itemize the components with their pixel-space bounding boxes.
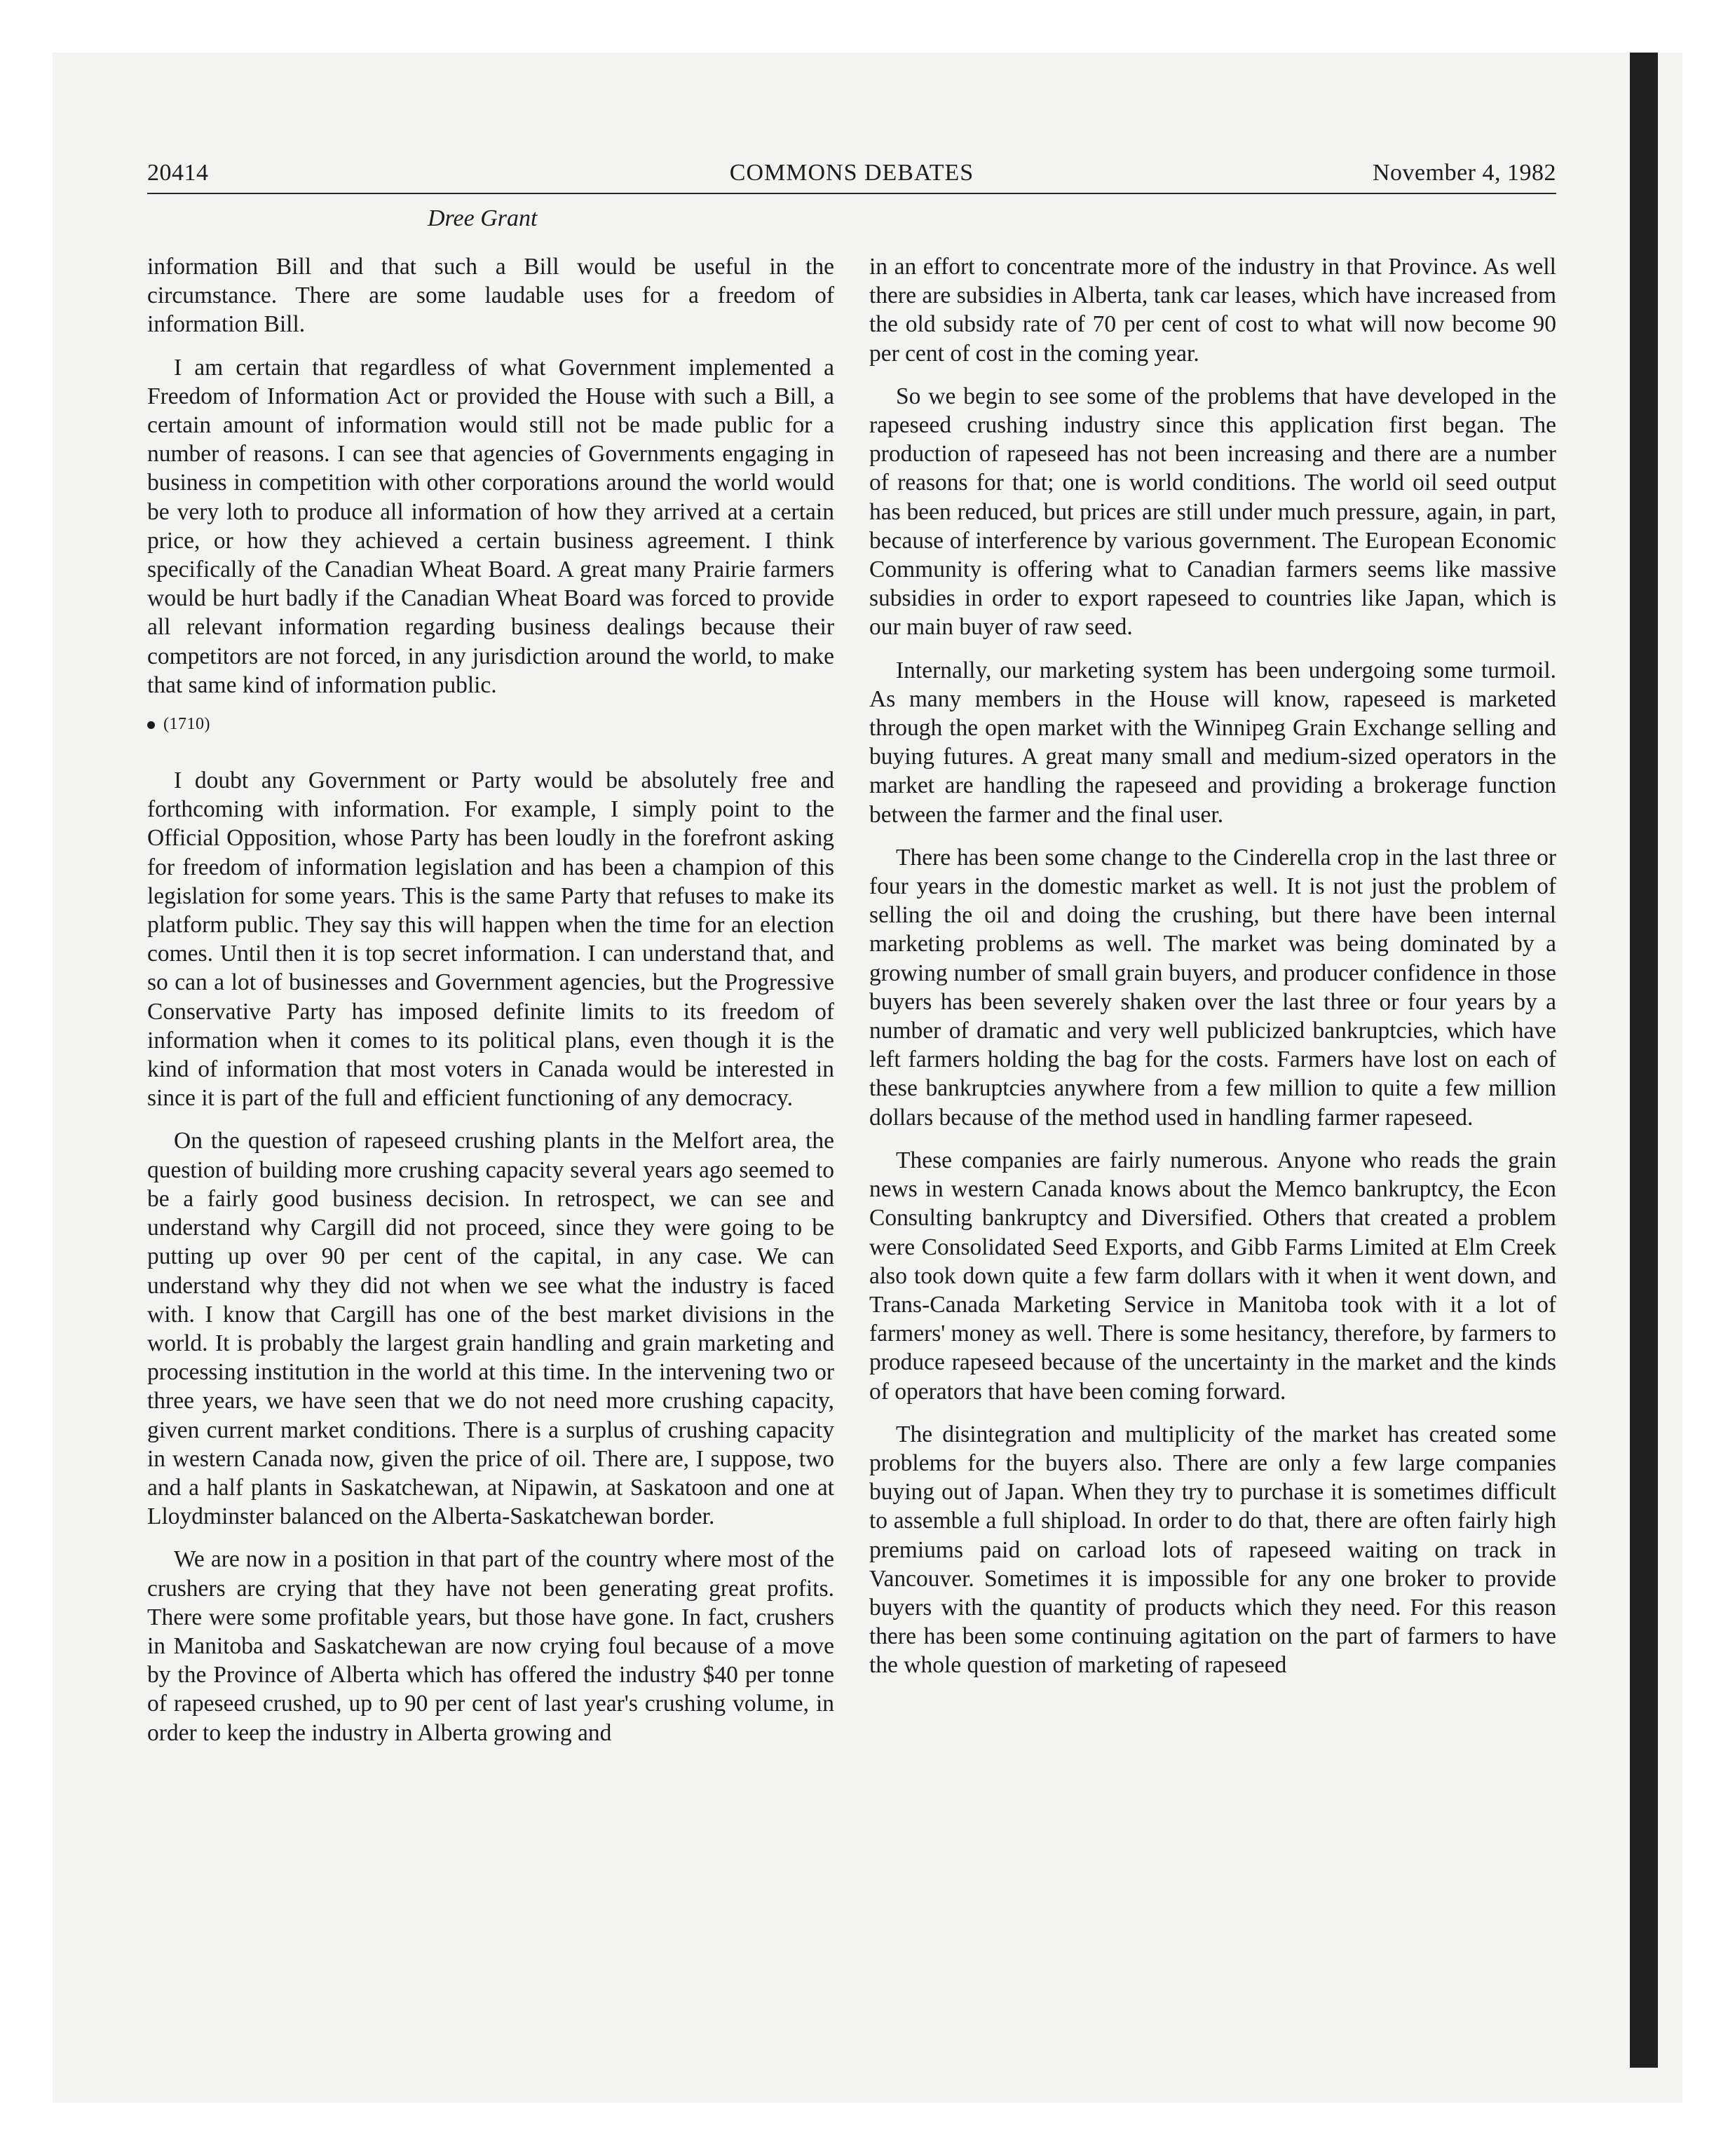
paragraph: information Bill and that such a Bill would be useful in the circumstance. There are some laudable uses for a freedom of information Bill. bbox=[147, 254, 834, 338]
left-column bbox=[147, 252, 834, 1761]
time-marker bbox=[147, 714, 834, 735]
bullet-icon bbox=[147, 721, 155, 729]
paragraph: I am certain that regardless of what Government implemented a Freedom of Information Act or provided the House with such a Bill, a certain amount of information would still not be made public for a number of reasons. I can see that agencies of Governments engaging in business in competition with other corporations around the world would be very loth to produce all information of how they arrived at a certain price, or how they achieved a certain business agreement. I think specifically of the Canadian Wheat Board. A great many Prairie farmers would be hurt badly if the Canadian Wheat Board was forced to provide all relevant information regarding business dealings because their competitors are not forced, in any jurisdiction around the world, to make that same kind of information public. bbox=[147, 354, 834, 698]
publication-date: November 4, 1982 bbox=[1372, 160, 1556, 186]
time-marker-label: (1710) bbox=[163, 715, 210, 734]
paragraph: There has been some change to the Cinderella crop in the last three or four years in the domestic market as well. It is not just the problem of selling the oil and doing the crushing, but there have been internal marketing problems as well. The market was being dominated by a growing number of small grain buyers, and producer confidence in those buyers has been severely shaken over the last three or four years by a number of dramatic and very well publicized bankruptcies, which have left farmers holding the bag for the costs. Farmers have lost on each of these bankruptcies anywhere from a few million to quite a few million dollars because of the method used in handling farmer rapeseed. bbox=[869, 844, 1556, 1131]
paragraph: On the question of rapeseed crushing plants in the Melfort area, the question of building more crushing capacity several years ago seemed to be a fairly good business decision. In retrospect, we can see and understand why Cargill did not proceed, since they were going to be putting up over 90 per cent of the capital, in any case. We can understand why they did not when we see what the industry is faced with. I know that Cargill has one of the best market divisions in the world. It is probably the largest grain handling and grain marketing and processing institution in the world at this time. In the intervening two or three years, we have seen that we do not need more crushing capacity, given current market conditions. There is a surplus of crushing capacity in western Canada now, given the price of oil. There are, I suppose, two and a half plants in Saskatchewan, at Nipawin, at Saskatoon and one at Lloydminster balanced on the Alberta-Saskatchewan border. bbox=[147, 1128, 834, 1530]
paragraph: We are now in a position in that part of the country where most of the crushers are crying that they have not been generating great profits. There were some profitable years, but those have gone. In fact, crushers in Manitoba and Saskatchewan are now crying foul because of a move by the Province of Alberta which has offered the industry $40 per tonne of rapeseed crushed, up to 90 per cent of last year's crushing volume, in order to keep the industry in Alberta growing and bbox=[147, 1546, 834, 1746]
right-column bbox=[869, 252, 1556, 1694]
scan-edge-shadow bbox=[1630, 53, 1658, 2068]
paragraph: So we begin to see some of the problems that have developed in the rapeseed crushing industry since this application first began. The production of rapeseed has not been increasing and there are a number of reasons for that; one is world conditions. The world oil seed output has been reduced, but prices are still under much pressure, again, in part, because of interference by various government. The European Economic Community is offering what to Canadian farmers seems like massive subsidies in order to export rapeseed to countries like Japan, which is our main buyer of raw seed. bbox=[869, 383, 1556, 641]
paragraph: The disintegration and multiplicity of the market has created some problems for the buyers also. There are only a few large companies buying out of Japan. When they try to purchase it is sometimes difficult to assemble a full shipload. In order to do that, there are often fairly high premiums paid on carload lots of rapeseed waiting on track in Vancouver. Sometimes it is impossible for any one broker to provide buyers with the quantity of products which they need. For this reason there has been some continuing agitation on the part of farmers to have the whole question of marketing of rapeseed bbox=[869, 1421, 1556, 1679]
header-rule bbox=[147, 193, 1556, 194]
page-header bbox=[147, 160, 1556, 202]
publication-title: COMMONS DEBATES bbox=[729, 160, 974, 186]
page-number: 20414 bbox=[147, 160, 209, 186]
speaker-name: Dree Grant bbox=[428, 205, 538, 231]
paragraph: I doubt any Government or Party would be absolutely free and forthcoming with information. For example, I simply point to the Official Opposition, whose Party has been loudly in the forefront asking for freedom of information legislation and has been a champion of this legislation for some years. This is the same Party that refuses to make its platform public. They say this will happen when the time for an election comes. Until then it is top secret information. I can understand that, and so can a lot of businesses and Government agencies, but the Progressive Conservative Party has imposed definite limits to its freedom of information when it comes to its political plans, even though it is the kind of information that most voters in Canada would be interested in since it is part of the full and efficient functioning of any democracy. bbox=[147, 767, 834, 1112]
paragraph: in an effort to concentrate more of the industry in that Province. As well there are subsidies in Alberta, tank car leases, which have increased from the old subsidy rate of 70 per cent of cost to what will now become 90 per cent of cost in the coming year. bbox=[869, 254, 1556, 367]
paragraph: These companies are fairly numerous. Anyone who reads the grain news in western Canada knows about the Memco bankruptcy, the Econ Consulting bankruptcy and Diversified. Others that created a problem were Consolidated Seed Exports, and Gibb Farms Limited at Elm Creek also took down quite a few farm dollars with it when it went down, and Trans-Canada Marketing Service in Manitoba took with it a lot of farmers' money as well. There is some hesitancy, therefore, by farmers to produce rapeseed because of the uncertainty in the market and the kinds of operators that have been coming forward. bbox=[869, 1147, 1556, 1405]
paragraph: Internally, our marketing system has been undergoing some turmoil. As many members in the House will know, rapeseed is marketed through the open market with the Winnipeg Grain Exchange selling and buying futures. A great many small and medium-sized operators in the market are handling the rapeseed and providing a brokerage function between the farmer and the final user. bbox=[869, 657, 1556, 828]
